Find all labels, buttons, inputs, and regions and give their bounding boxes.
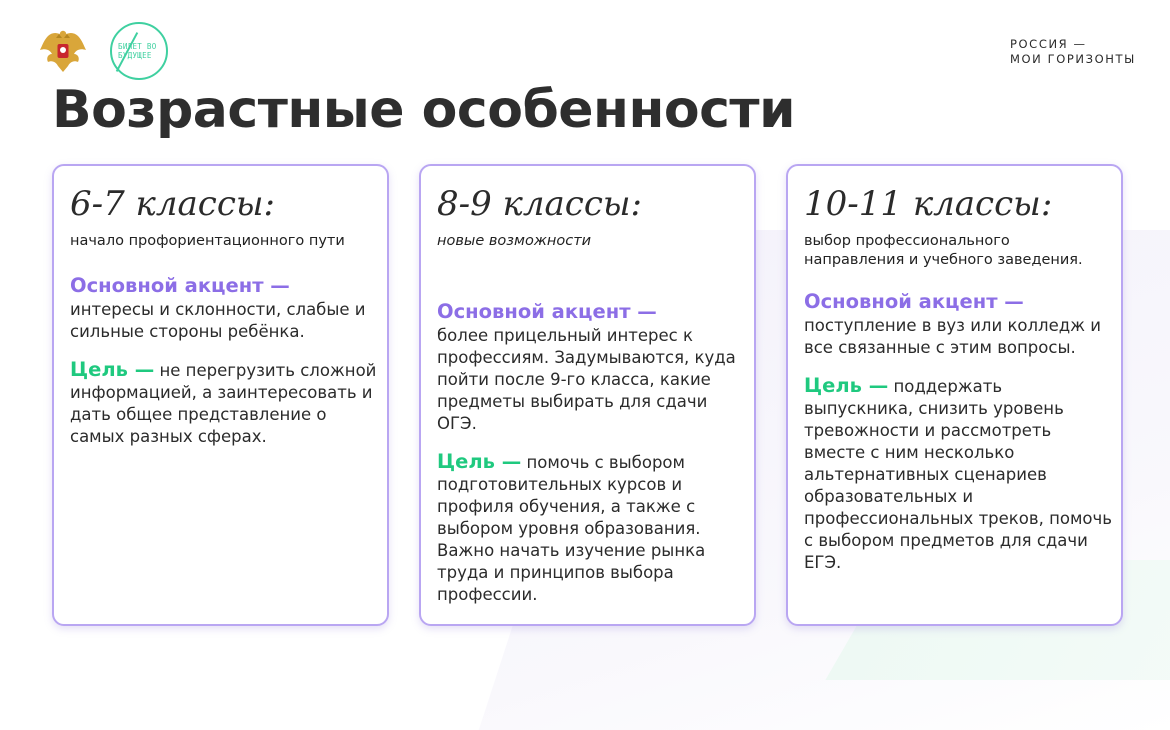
accent-label: Основной акцент — xyxy=(804,290,1024,313)
accent-text: поступление в вуз или колледж и все связанные с этим вопросы. xyxy=(804,316,1101,357)
card-grades-10-11 xyxy=(786,164,1123,626)
card-title: 8-9 классы: xyxy=(437,184,643,224)
accent-label: Основной акцент — xyxy=(70,274,290,297)
accent-text: более прицельный интерес к профессиям. Задумываются, куда пойти после 9-го класса, какие предметы выбирать для сдачи ОГЭ. xyxy=(437,326,736,433)
main-accent xyxy=(804,289,1109,359)
goal-text: не перегрузить сложной информацией, а заинтересовать и дать общее представление о самых разных сферах. xyxy=(70,361,377,446)
accent-label: Основной акцент — xyxy=(437,300,657,323)
brand-line-2: МОИ ГОРИЗОНТЫ xyxy=(1010,52,1136,66)
card-title: 10-11 классы: xyxy=(804,184,1053,224)
brand-line-1: РОССИЯ — xyxy=(1010,37,1087,51)
goal xyxy=(804,375,1114,574)
card-subtitle: начало профориентационного пути xyxy=(70,233,345,249)
accent-text: интересы и склонности, слабые и сильные стороны ребёнка. xyxy=(70,300,366,341)
card-subtitle: новые возможности xyxy=(437,233,592,249)
goal-label: Цель — xyxy=(437,450,522,473)
goal-label: Цель — xyxy=(804,374,889,397)
goal-text: поддержать выпускника, снизить уровень тревожности и рассмотреть вместе с ним несколько альтернативных сценариев образовательных и профессиональных треков, помочь с выбором предметов для сдачи ЕГЭ. xyxy=(804,377,1112,572)
card-grades-8-9 xyxy=(419,164,756,626)
bilet-v-budushchee-logo xyxy=(110,22,168,80)
goal-label: Цель — xyxy=(70,358,155,381)
goal xyxy=(70,359,380,448)
card-title: 6-7 классы: xyxy=(70,184,276,224)
brand-name xyxy=(1010,37,1160,67)
main-accent xyxy=(70,273,375,343)
goal-text: помочь с выбором подготовительных курсов и профиля обучения, а также с выбором уровня образования. Важно начать изучение рынка труда и принципов выбора профессии. xyxy=(437,453,706,604)
page-title: Возрастные особенности xyxy=(52,80,795,140)
main-accent xyxy=(437,299,742,435)
coat-of-arms-icon xyxy=(38,28,88,74)
goal xyxy=(437,451,747,606)
card-subtitle: выбор профессионального направления и учебного заведения. xyxy=(804,233,1083,268)
card-grades-6-7 xyxy=(52,164,389,626)
logo-text: БИЛЕТ ВО БУДУЩЕЕ xyxy=(118,42,157,60)
